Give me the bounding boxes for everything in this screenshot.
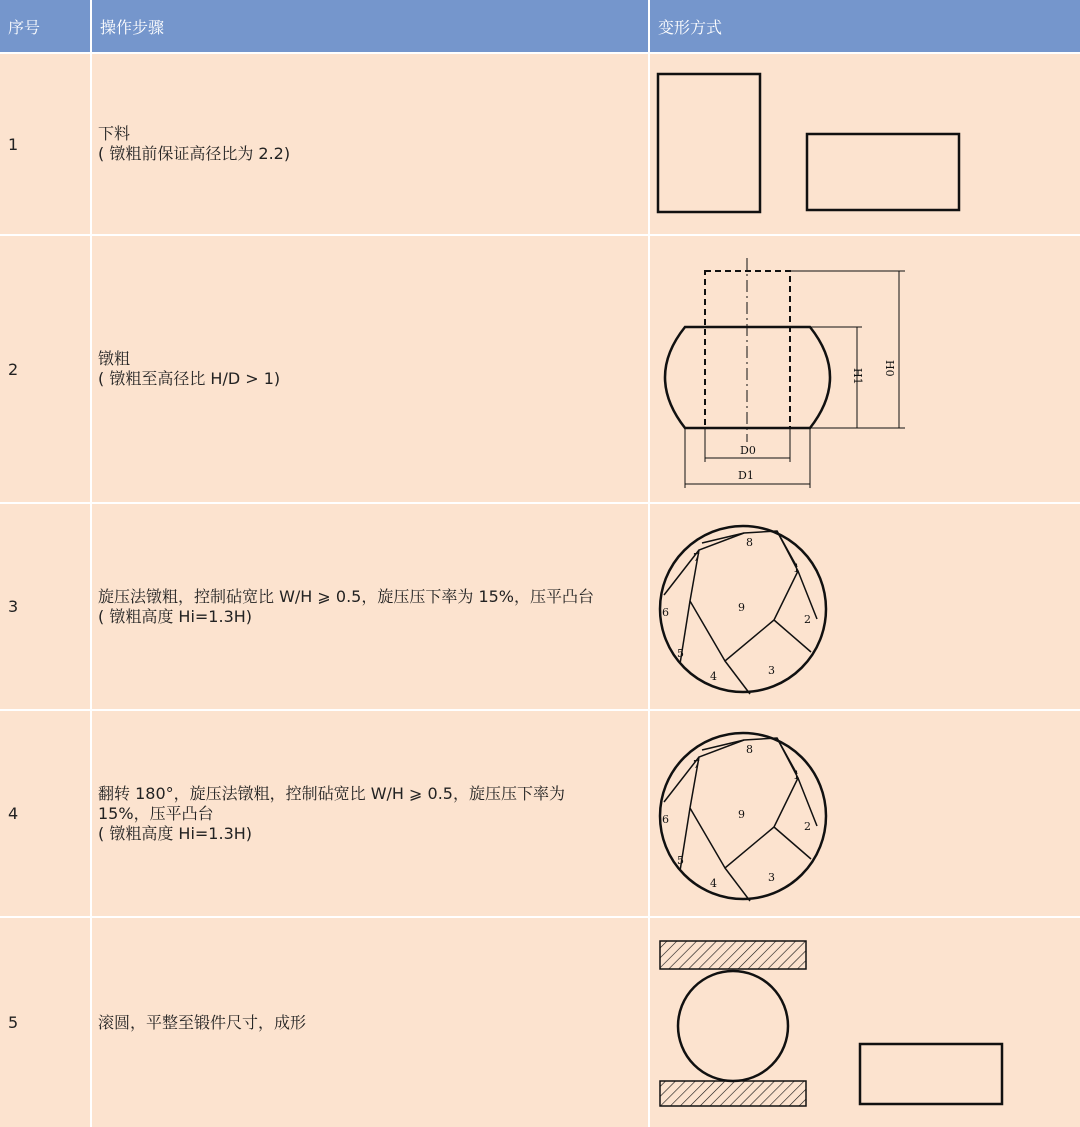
sector-label-3: 3 [768, 871, 775, 884]
sector-label-5: 5 [677, 854, 684, 867]
rolled-billet-circle [678, 971, 788, 1081]
row-1-desc [92, 54, 648, 234]
row-5-desc [92, 918, 648, 1127]
row-1-num: 1 [0, 54, 90, 234]
row-3-desc [92, 504, 648, 709]
row-4-line1: 翻转 180°，旋压法镦粗，控制砧宽比 W/H ⩾ 0.5，旋压压下率为 [98, 783, 565, 803]
row-3-num: 3 [0, 504, 90, 709]
row-1-line2: ( 镦粗前保证高径比为 2.2) [98, 144, 291, 163]
sector-label-1: 1 [793, 562, 800, 575]
cut-line-4 [725, 868, 750, 901]
upsetting-diagram [650, 236, 1080, 502]
label-h0: H0 [883, 360, 896, 377]
row-2-num: 2 [0, 236, 90, 502]
label-h1: H1 [851, 368, 864, 385]
sector-label-7: 7 [693, 551, 700, 564]
header-seq: 序号 [0, 0, 90, 52]
cut-line-2 [798, 571, 817, 619]
inner-heptagon [690, 738, 798, 868]
row-2-line2: ( 镦粗至高径比 H/D > 1) [98, 369, 281, 388]
rolling-diagram [650, 918, 1080, 1127]
sector-label-2: 2 [804, 820, 811, 833]
inner-heptagon [690, 531, 798, 661]
row-1-figure [650, 54, 1080, 234]
sector-label-8: 8 [746, 536, 753, 549]
sector-label-7: 7 [693, 758, 700, 771]
row-2-desc [92, 236, 648, 502]
rotary-upset-diagram-b [650, 711, 1080, 916]
sector-label-4: 4 [710, 877, 717, 890]
cut-line-4 [725, 661, 750, 694]
header-mode: 变形方式 [650, 0, 1080, 52]
row-4-line2: 15%，压平凸台 [98, 803, 214, 823]
upper-die [660, 941, 806, 969]
row-4-line3: ( 镦粗高度 Hi=1.3H) [98, 823, 253, 843]
label-d1: D1 [738, 469, 754, 482]
sector-label-4: 4 [710, 670, 717, 683]
label-d0: D0 [740, 444, 756, 457]
short-billet-shape [807, 134, 959, 210]
sector-label-3: 3 [768, 664, 775, 677]
sector-label-9: 9 [738, 808, 745, 821]
tall-billet-shape [658, 74, 760, 212]
sector-label-6: 6 [662, 606, 669, 619]
row-3-figure [650, 504, 1080, 709]
row-5-num: 5 [0, 918, 90, 1127]
row-1-line1: 下料 [98, 124, 131, 143]
rotary-upset-diagram-a [650, 504, 1080, 709]
row-5-figure [650, 918, 1080, 1127]
row-3-line2: ( 镦粗高度 Hi=1.3H) [98, 606, 253, 626]
finished-forging-shape [860, 1044, 1002, 1104]
sector-label-2: 2 [804, 613, 811, 626]
row-4-desc [92, 711, 648, 916]
row-4-num: 4 [0, 711, 90, 916]
sector-label-5: 5 [677, 647, 684, 660]
sector-label-9: 9 [738, 601, 745, 614]
sector-label-6: 6 [662, 813, 669, 826]
row-4-figure [650, 711, 1080, 916]
sector-label-1: 1 [793, 769, 800, 782]
row-5-line1: 滚圆，平整至锻件尺寸，成形 [98, 1012, 307, 1032]
lower-die [660, 1081, 806, 1106]
billet-diagram [650, 54, 1080, 234]
cut-line-2 [798, 778, 817, 826]
row-3-line1: 旋压法镦粗，控制砧宽比 W/H ⩾ 0.5，旋压压下率为 15%，压平凸台 [98, 586, 595, 606]
header-steps: 操作步骤 [92, 0, 648, 52]
row-2-line1: 镦粗 [98, 349, 131, 368]
sector-label-8: 8 [746, 743, 753, 756]
row-2-figure [650, 236, 1080, 502]
